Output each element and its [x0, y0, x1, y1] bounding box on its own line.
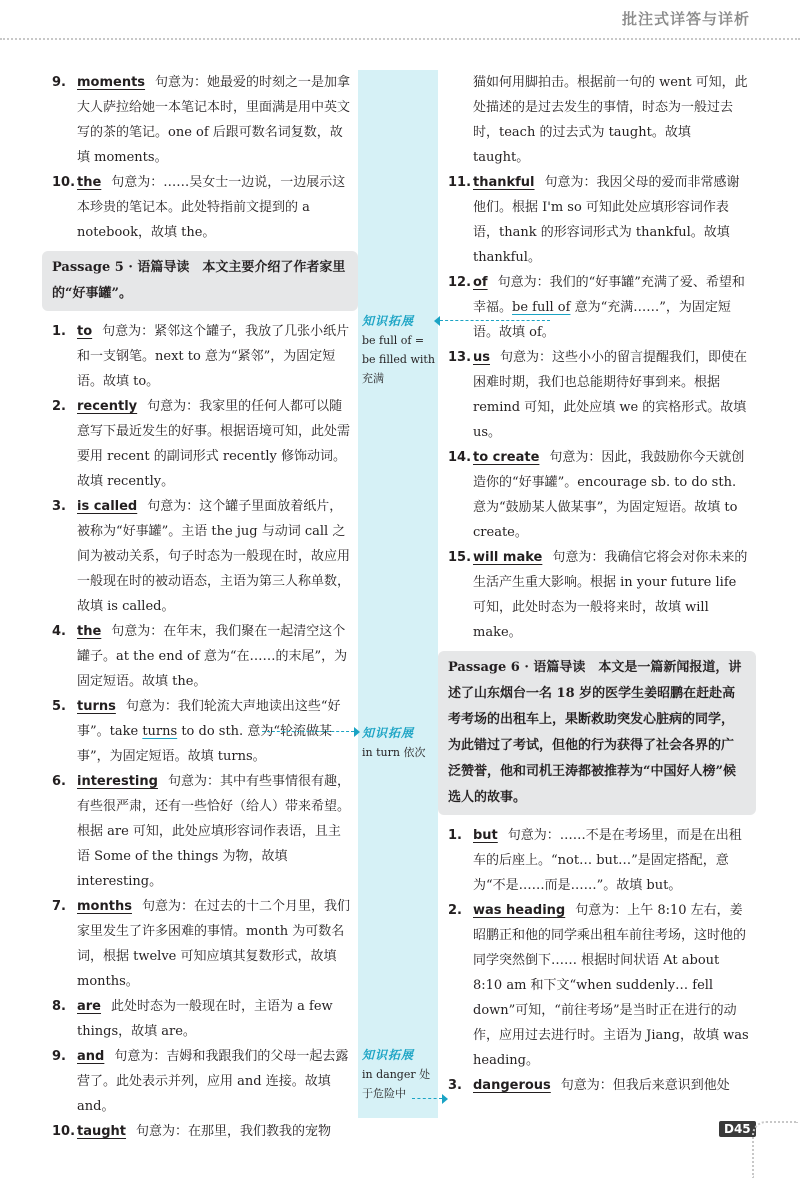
answer-item: 2. was heading 句意为：上午 8:10 左右，姜昭鹏正和他的同学乘出租车前往考场，这时他的同学突然倒下…… 根据时间状语 At about 8:10 am 和下文“when suddenly… fell down”可知，“前往考场”是当时正在进行的动作，应用过去进行时。主语为 Jiang，故填 was heading。 [448, 903, 749, 1068]
answer-word: us [473, 350, 490, 365]
header-divider [0, 38, 800, 40]
answer-word: are [77, 999, 102, 1014]
answer-word: months [77, 899, 132, 914]
explanation: 句意为：在那里，我们教我的宠物 [136, 1124, 332, 1139]
highlight-phrase: turns [142, 724, 178, 739]
answer-word: taught [77, 1124, 127, 1139]
answer-item: 10. the 句意为：……吴女士一边说，一边展示这本珍贵的笔记本。此处特指前文提到的 a notebook，故填 the。 [52, 175, 346, 240]
answer-item: 3. dangerous 句意为：但我后来意识到他处 [448, 1078, 730, 1093]
answer-item: 5. turns 句意为：我们轮流大声地读出这些“好事”。take turns to do sth. 意为“轮流做某事”，为固定短语。故填 turns。 [52, 699, 341, 764]
note-connector [440, 320, 550, 321]
knowledge-note [362, 724, 438, 762]
note-text: in turn 依次 [362, 746, 426, 759]
answer-item: 9. moments 句意为：她最爱的时刻之一是加拿大人萨拉给她一本笔记本时，里面满是用中英文写的茶的笔记。one of 后跟可数名词复数，故填 moments。 [52, 75, 351, 165]
answer-item: 6. interesting 句意为：其中有些事情很有趣，有些很严肃，还有一些恰好（给人）带来希望。根据 are 可知，此处应填形容词作表语，且主语 Some of the things 为物，故填 interesting。 [52, 774, 351, 889]
explanation: 句意为：我因父母的爱而非常感谢他们。根据 I'm so 可知此处应填形容词作表语，thank 的形容词形式为 thankful。故填 thankful。 [473, 175, 740, 265]
explanation: 句意为：她最爱的时刻之一是加拿大人萨拉给她一本笔记本时，里面满是用中英文写的茶的笔记。one of 后跟可数名词复数，故填 moments。 [77, 75, 351, 165]
explanation: 句意为：我确信它将会对你未来的生活产生重大影响。根据 in your future life 可知，此处时态为一般将来时，故填 will make。 [473, 550, 748, 640]
right-column [448, 70, 750, 1098]
explanation: 句意为：因此，我鼓励你今天就创造你的“好事罐”。encourage sb. to do sth. 意为“鼓励某人做某事”，为固定短语。故填 to create。 [473, 450, 745, 540]
answer-item: 4. the 句意为：在年末，我们聚在一起清空这个罐子。at the end of 意为“在……的末尾”，为固定短语。故填 the。 [52, 624, 348, 689]
explanation: 此处时态为一般现在时，主语为 a few things，故填 are。 [77, 999, 333, 1039]
answer-item: 8. are 此处时态为一般现在时，主语为 a few things，故填 are。 [52, 999, 333, 1039]
knowledge-note [362, 312, 438, 388]
answer-word: moments [77, 75, 146, 90]
answer-item: 15. will make 句意为：我确信它将会对你未来的生活产生重大影响。根据 in your future life 可知，此处时态为一般将来时，故填 will make。 [448, 550, 748, 640]
explanation: 句意为：在年末，我们聚在一起清空这个罐子。at the end of 意为“在……的末尾”，为固定短语。故填 the。 [77, 624, 348, 689]
passage-6-intro: Passage 6 · 语篇导读 本文是一篇新闻报道，讲述了山东烟台一名 18 岁的医学生姜昭鹏在赶赴高考考场的出租车上，果断救助突发心脏病的同学，为此错过了考试，但他的行为获得了社会各界的广泛赞誉，他和司机王涛都被推荐为“中国好人榜”候选人的故事。 [438, 651, 756, 815]
answer-item: 1. but 句意为：……不是在考场里，而是在出租车的后座上。“not… but…”是固定搭配，意为“不是……而是……”。故填 but。 [448, 828, 742, 893]
knowledge-note [362, 1046, 438, 1103]
highlight-phrase: be full of [512, 300, 571, 315]
explanation: 句意为：我们的“好事罐”充满了爱、希望和幸福。 [473, 275, 745, 315]
note-connector [412, 1098, 442, 1099]
page-corner-decoration [752, 1121, 798, 1178]
explanation: 句意为：……不是在考场里，而是在出租车的后座上。“not… but…”是固定搭配，意为“不是……而是……”。故填 but。 [473, 828, 742, 893]
answer-item-continued [448, 70, 750, 170]
explanation: 句意为：上午 8:10 左右，姜昭鹏正和他的同学乘出租车前往考场，这时他的同学突然倒下…… 根据时间状语 At about 8:10 am 和下文“when suddenly… fell down”可知，“前往考场”是当时正在进行的动作，应用过去进行时。主语为 Jiang，故填 was heading。 [473, 903, 749, 1068]
answer-item: 7. months 句意为：在过去的十二个月里，我们家里发生了许多困难的事情。month 为可数名词，根据 twelve 可知应填其复数形式，故填 months。 [52, 899, 350, 989]
answer-word: was heading [473, 903, 566, 918]
explanation: 句意为：这个罐子里面放着纸片，被称为“好事罐”。主语 the jug 与动词 call 之间为被动关系，句子时态为一般现在时，故应用一般现在时的被动语态，主语为第三人称单数，故填 is called。 [77, 499, 351, 614]
answer-word: recently [77, 399, 138, 414]
explanation: 句意为：……吴女士一边说，一边展示这本珍贵的笔记本。此处特指前文提到的 a notebook，故填 the。 [77, 175, 346, 240]
answer-item: 11. thankful 句意为：我因父母的爱而非常感谢他们。根据 I'm so 可知此处应填形容词作表语，thank 的形容词形式为 thankful。故填 thankful。 [448, 175, 740, 265]
answer-item: 13. us 句意为：这些小小的留言提醒我们，即使在困难时期，我们也总能期待好事到来。根据 remind 可知，此处应填 we 的宾格形式。故填 us。 [448, 350, 748, 440]
explanation: 句意为：紧邻这个罐子，我放了几张小纸片和一支钢笔。next to 意为“紧邻”，为固定短语。故填 to。 [77, 324, 350, 389]
answer-item: 14. to create 句意为：因此，我鼓励你今天就创造你的“好事罐”。encourage sb. to do sth. 意为“鼓励某人做某事”，为固定短语。故填 to create。 [448, 450, 745, 540]
explanation: 意为“充满……”，为固定短语。故填 of。 [473, 300, 731, 340]
note-text: in danger 处于危险中 [362, 1068, 431, 1100]
answer-item: 2. recently 句意为：我家里的任何人都可以随意写下最近发生的好事。根据语境可知，此处需要用 recent 的副词形式 recently 修饰动词。故填 recently。 [52, 399, 351, 489]
explanation: 句意为：吉姆和我跟我们的父母一起去露营了。此处表示并列，应用 and 连接。故填 and。 [77, 1049, 349, 1114]
explanation: 猫如何用脚拍击。根据前一句的 went 可知，此处描述的是过去发生的事情，时态为一般过去时，teach 的过去式为 taught。故填 taught。 [473, 75, 748, 165]
answer-item: 12. of 句意为：我们的“好事罐”充满了爱、希望和幸福。be full of 意为“充满……”，为固定短语。故填 of。 [448, 275, 745, 340]
answer-word: interesting [77, 774, 158, 789]
answer-word: to [77, 324, 93, 339]
answer-item: 9. and 句意为：吉姆和我跟我们的父母一起去露营了。此处表示并列，应用 and 连接。故填 and。 [52, 1049, 349, 1114]
answer-word: to create [473, 450, 540, 465]
left-column [52, 70, 352, 1144]
knowledge-sidebar [358, 70, 438, 1118]
explanation: 句意为：在过去的十二个月里，我们家里发生了许多困难的事情。month 为可数名词，根据 twelve 可知应填其复数形式，故填 months。 [77, 899, 350, 989]
arrow-left-icon [434, 316, 440, 326]
answer-word: turns [77, 699, 116, 714]
answer-word: the [77, 624, 102, 639]
note-tag: 知识拓展 [362, 726, 415, 740]
answer-word: and [77, 1049, 105, 1064]
explanation: 句意为：但我后来意识到他处 [560, 1078, 730, 1093]
answer-word: but [473, 828, 498, 843]
arrow-right-icon [354, 727, 360, 737]
answer-word: will make [473, 550, 543, 565]
answer-word: the [77, 175, 102, 190]
note-connector [262, 731, 354, 732]
passage-5-intro: Passage 5 · 语篇导读 本文主要介绍了作者家里的“好事罐”。 [42, 251, 358, 311]
explanation: 句意为：这些小小的留言提醒我们，即使在困难时期，我们也总能期待好事到来。根据 remind 可知，此处应填 we 的宾格形式。故填 us。 [473, 350, 748, 440]
answer-item: 1. to 句意为：紧邻这个罐子，我放了几张小纸片和一支钢笔。next to 意为“紧邻”，为固定短语。故填 to。 [52, 324, 350, 389]
page-number: D45 [719, 1121, 756, 1137]
explanation: 句意为：我们轮流大声地读出这些“好事”。take [77, 699, 341, 739]
explanation: 句意为：其中有些事情很有趣，有些很严肃，还有一些恰好（给人）带来希望。根据 are 可知，此处应填形容词作表语，且主语 Some of the things 为物，故填 interesting。 [77, 774, 351, 889]
note-tag: 知识拓展 [362, 1048, 415, 1062]
answer-word: dangerous [473, 1078, 551, 1093]
page-header-title: 批注式详答与详析 [621, 10, 750, 28]
answer-item: 3. is called 句意为：这个罐子里面放着纸片，被称为“好事罐”。主语 the jug 与动词 call 之间为被动关系，句子时态为一般现在时，故应用一般现在时的被动语态，主语为第三人称单数，故填 is called。 [52, 499, 351, 614]
answer-word: of [473, 275, 488, 290]
explanation: to do sth. 意为“轮流做某事”，为固定短语。故填 turns。 [77, 724, 332, 764]
note-text: be full of = be filled with 充满 [362, 334, 435, 385]
answer-word: is called [77, 499, 138, 514]
answer-item: 10. taught 句意为：在那里，我们教我的宠物 [52, 1124, 332, 1139]
note-tag: 知识拓展 [362, 314, 415, 328]
explanation: 句意为：我家里的任何人都可以随意写下最近发生的好事。根据语境可知，此处需要用 recent 的副词形式 recently 修饰动词。故填 recently。 [77, 399, 351, 489]
answer-word: thankful [473, 175, 535, 190]
arrow-right-icon [442, 1094, 448, 1104]
